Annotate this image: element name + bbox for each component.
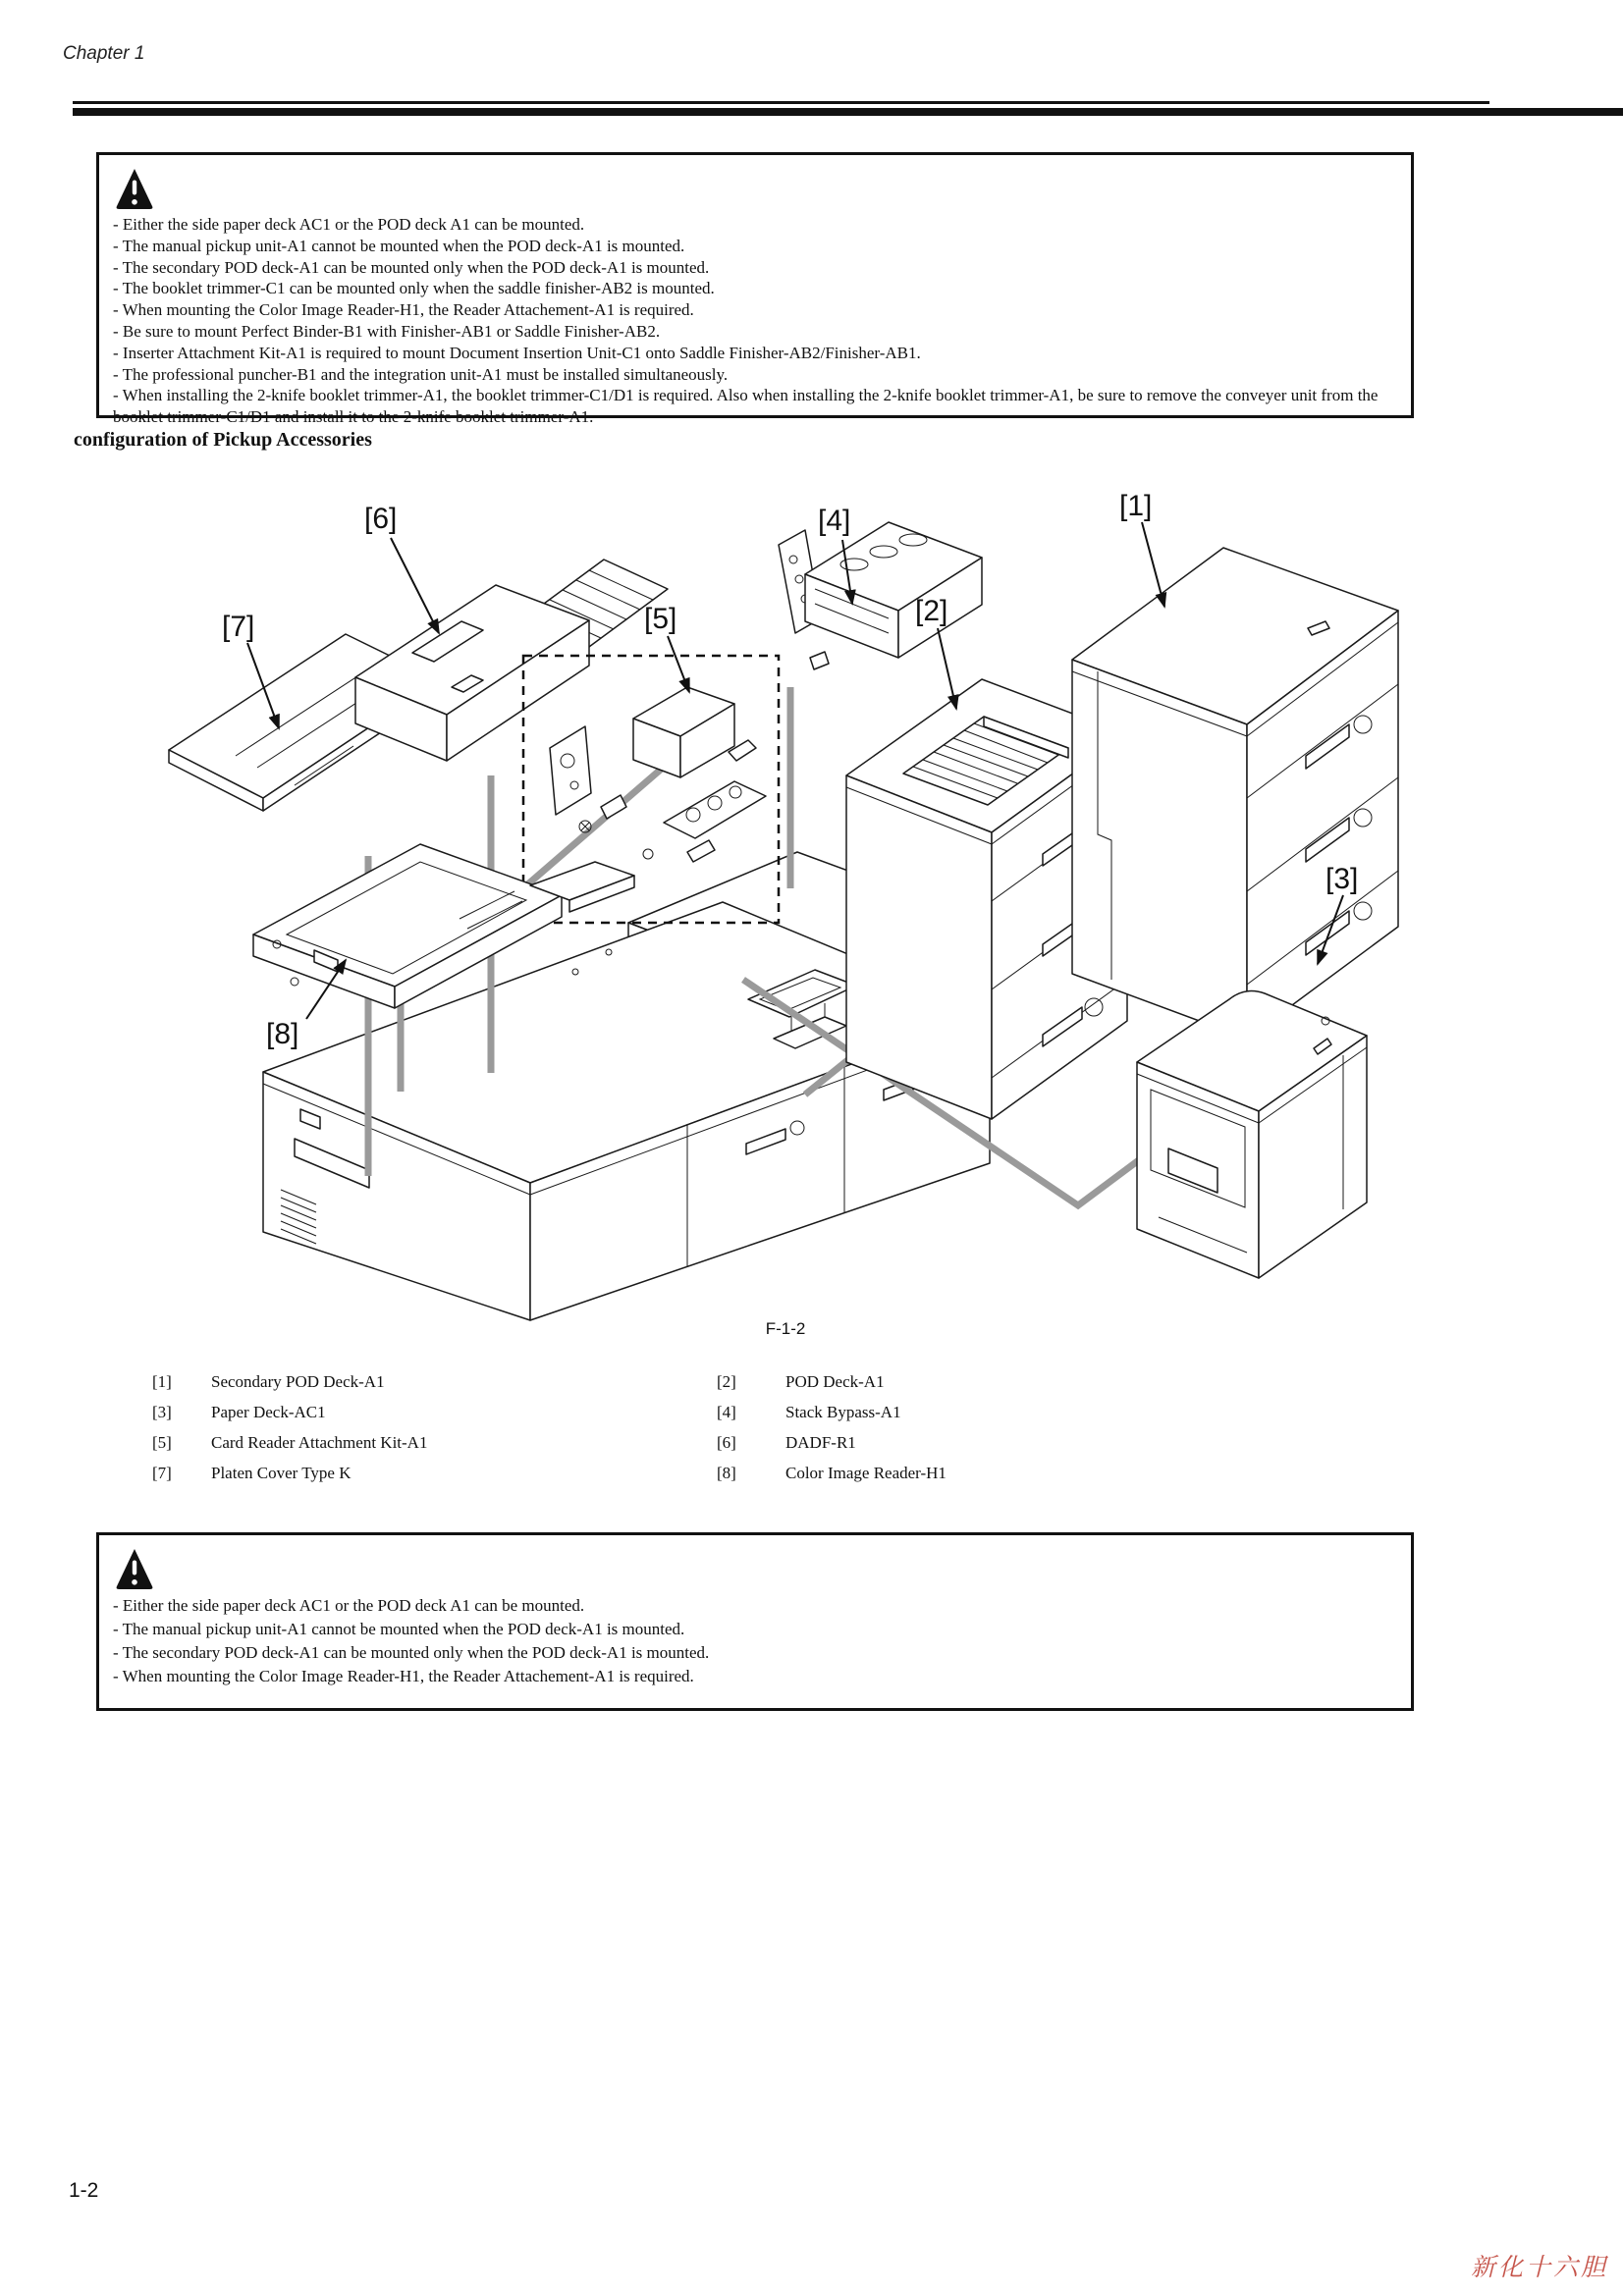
label-2: [2]	[915, 595, 948, 627]
warning-triangle-icon	[115, 167, 154, 210]
page-number: 1-2	[69, 2179, 99, 2202]
watermark-stamp: 新化十六胆	[1471, 2254, 1609, 2281]
warning-item: - The booklet trimmer-C1 can be mounted only when the saddle finisher-AB2 is mounted.	[113, 279, 715, 298]
parts-row	[0, 1464, 1623, 1494]
label-3: [3]	[1325, 863, 1359, 895]
warning-item: - The secondary POD deck-A1 can be mounted only when the POD deck-A1 is mounted.	[113, 1643, 710, 1662]
header-rule-thick	[73, 108, 1623, 116]
label-5: [5]	[644, 603, 677, 635]
chapter-header: Chapter 1	[63, 43, 145, 64]
warning-item: - Either the side paper deck AC1 or the POD deck A1 can be mounted.	[113, 1596, 585, 1615]
section-heading: configuration of Pickup Accessories	[74, 429, 372, 451]
stack-bypass-drawing	[779, 522, 982, 669]
warning-item: - The secondary POD deck-A1 can be mounted only when the POD deck-A1 is mounted.	[113, 257, 710, 277]
label-6: [6]	[364, 503, 398, 535]
part-ref: [7]	[152, 1464, 172, 1482]
warning-item: - When mounting the Color Image Reader-H1, the Reader Attachement-A1 is required.	[113, 300, 694, 320]
warning-item: - When installing the 2-knife booklet trimmer-A1, the booklet trimmer-C1/D1 is required. Also when installing the 2-knife booklet trimmer-A1, be sure to remove the conveyer unit from the booklet trimmer-C1/D1 and install it to the 2-knife booklet trimmer-A1.	[113, 386, 1379, 427]
warning-item: - Be sure to mount Perfect Binder-B1 with Finisher-AB1 or Saddle Finisher-AB2.	[113, 321, 661, 341]
secondary-pod-deck-drawing	[1072, 548, 1398, 1039]
warning-list-top	[113, 214, 1395, 428]
part-ref: [5]	[152, 1433, 172, 1452]
parts-list	[0, 1372, 1623, 1494]
warning-item: - When mounting the Color Image Reader-H1, the Reader Attachement-A1 is required.	[113, 1667, 694, 1685]
part-name: DADF-R1	[785, 1433, 856, 1452]
part-name: Secondary POD Deck-A1	[211, 1372, 385, 1391]
paper-deck-drawing	[1137, 991, 1367, 1278]
part-name: POD Deck-A1	[785, 1372, 885, 1391]
part-name: Platen Cover Type K	[211, 1464, 352, 1482]
warning-item: - Either the side paper deck AC1 or the POD deck A1 can be mounted.	[113, 215, 585, 234]
part-name: Paper Deck-AC1	[211, 1403, 326, 1421]
label-1: [1]	[1119, 490, 1153, 522]
label-4: [4]	[818, 505, 851, 537]
dadf-drawing	[355, 560, 668, 761]
part-ref: [8]	[717, 1464, 736, 1482]
warning-item: - Inserter Attachment Kit-A1 is required to mount Document Insertion Unit-C1 onto Saddle Finisher-AB2/Finisher-AB1.	[113, 343, 921, 362]
label-8: [8]	[266, 1018, 299, 1050]
parts-row	[0, 1403, 1623, 1433]
figure-caption: F-1-2	[765, 1319, 806, 1338]
label-7: [7]	[222, 611, 255, 643]
pickup-accessories-diagram	[0, 461, 1623, 1335]
warning-item: - The manual pickup unit-A1 cannot be mounted when the POD deck-A1 is mounted.	[113, 236, 685, 255]
warning-triangle-icon	[115, 1547, 154, 1590]
part-ref: [1]	[152, 1372, 172, 1391]
part-name: Card Reader Attachment Kit-A1	[211, 1433, 428, 1452]
part-ref: [2]	[717, 1372, 736, 1391]
part-ref: [6]	[717, 1433, 736, 1452]
part-name: Stack Bypass-A1	[785, 1403, 901, 1421]
header-rule-thin	[73, 101, 1489, 104]
warning-list-bottom	[113, 1594, 1395, 1688]
warning-box-bottom	[96, 1532, 1414, 1711]
warning-box-top	[96, 152, 1414, 427]
part-ref: [3]	[152, 1403, 172, 1421]
part-ref: [4]	[717, 1403, 736, 1421]
warning-item: - The manual pickup unit-A1 cannot be mounted when the POD deck-A1 is mounted.	[113, 1620, 685, 1638]
parts-row	[0, 1372, 1623, 1403]
part-name: Color Image Reader-H1	[785, 1464, 947, 1482]
warning-item: - The professional puncher-B1 and the integration unit-A1 must be installed simultaneously.	[113, 364, 729, 384]
parts-row	[0, 1433, 1623, 1464]
